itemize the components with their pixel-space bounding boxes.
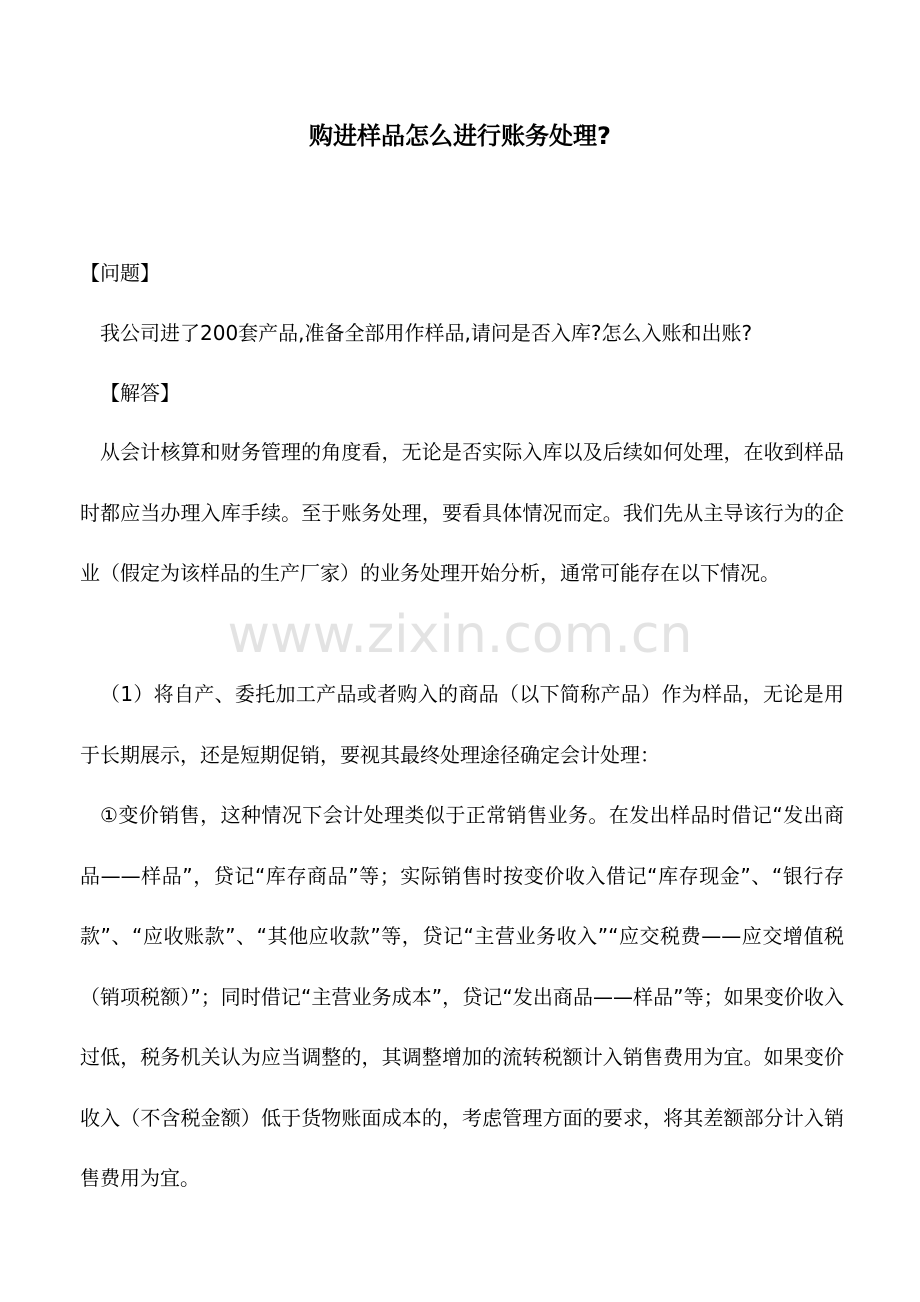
answer-label: 【解答】 <box>100 381 180 405</box>
answer-paragraph-2: （1）将自产、委托加工产品或者购入的商品（以下简称产品）作为样品，无论是用于长期展示，还是短期促销，要视其最终处理途径确定会计处理： <box>80 682 844 767</box>
watermark: www.zixin.com.cn <box>227 605 693 665</box>
question-text: 我公司进了200套产品,准备全部用作样品,请问是否入库?怎么入账和出账? <box>100 321 753 345</box>
answer-paragraph-1: 从会计核算和财务管理的角度看，无论是否实际入库以及后续如何处理，在收到样品时都应当办理入库手续。至于账务处理，要看具体情况而定。我们先从主导该行为的企业（假定为该样品的生产厂家）的业务处理开始分析，通常可能存在以下情况。 <box>80 440 844 585</box>
question-label: 【问题】 <box>80 261 160 285</box>
page-title: 购进样品怎么进行账务处理? <box>309 122 611 150</box>
answer-paragraph-3: ①变价销售，这种情况下会计处理类似于正常销售业务。在发出样品时借记“发出商品——样品”，贷记“库存商品”等；实际销售时按变价收入借记“库存现金”、“银行存款”、“应收账款”、“其他应收款”等，贷记“主营业务收入”“应交税费——应交增值税（销项税额）”；同时借记“主营业务成本”，贷记“发出商品——样品”等；如果变价收入过低，税务机关认为应当调整的，其调整增加的流转税额计入销售费用为宜。如果变价收入（不含税金额）低于货物账面成本的，考虑管理方面的要求，将其差额部分计入销售费用为宜。 <box>80 803 844 1190</box>
